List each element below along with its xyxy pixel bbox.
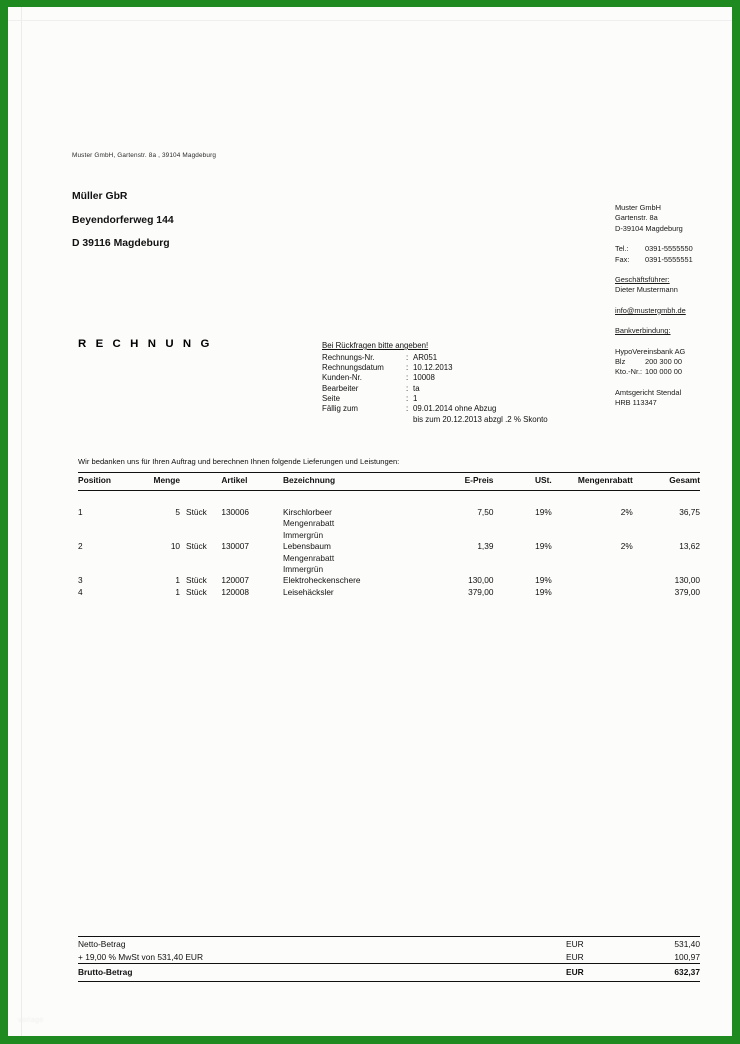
- sender-city: D-39104 Magdeburg: [615, 223, 683, 233]
- cell-description: [283, 575, 423, 586]
- line-items-table: [78, 472, 700, 598]
- gross-amount-label: Brutto-Betrag: [78, 964, 566, 982]
- meta-row-invoice-date: [322, 363, 548, 373]
- column-header-total: Gesamt: [633, 473, 700, 491]
- sender-telephone-value: 0391-5555550: [645, 244, 693, 254]
- meta-value: 09.01.2014 ohne Abzug: [413, 404, 497, 414]
- meta-row-agent: [322, 384, 548, 394]
- meta-value: 1: [413, 393, 418, 403]
- cell-article: 130006: [221, 507, 250, 517]
- totals-row-gross: [78, 964, 700, 982]
- meta-value: 10.12.2013: [413, 363, 453, 373]
- meta-due-discount-line: bis zum 20.12.2013 abzgl .2 % Skonto: [413, 414, 548, 424]
- sender-account: [615, 367, 693, 377]
- sender-address-group: [615, 203, 693, 234]
- page-title: R E C H N U N G: [78, 338, 213, 350]
- sender-account-value: 100 000 00: [645, 367, 682, 377]
- description-main: Elektroheckenschere: [282, 575, 361, 586]
- sender-account-label: Kto.-Nr.:: [615, 367, 643, 377]
- cell-description: [283, 587, 423, 598]
- cell-unit: Stück: [186, 507, 207, 517]
- cell-quantity: 1: [175, 575, 181, 586]
- cell-article: 130007: [221, 541, 250, 552]
- description-sub: Immergrün: [282, 529, 324, 540]
- cell-vat: 19%: [535, 507, 552, 517]
- cell-discount: [552, 575, 633, 586]
- description-main: Kirschlorbeer: [282, 507, 332, 517]
- cell-price: 379,00: [468, 586, 494, 597]
- totals-row-vat: [78, 950, 700, 964]
- sender-company: Muster GmbH: [615, 203, 661, 212]
- net-amount-value: 531,40: [674, 938, 700, 949]
- meta-label: Fällig zum: [322, 404, 358, 414]
- invoice-page: [8, 7, 732, 1036]
- meta-separator: :: [406, 373, 409, 383]
- return-address-line: Muster GmbH, Gartenstr. 8a , 39104 Magdeburg: [72, 152, 217, 159]
- totals-row-net: [78, 937, 700, 950]
- meta-row-due-date: [322, 404, 548, 414]
- cell-article: 120008: [221, 586, 250, 597]
- sender-management-group: [615, 275, 693, 296]
- recipient-address: [72, 185, 174, 256]
- cell-price: 7,50: [477, 507, 494, 517]
- cell-description: [283, 541, 423, 575]
- invoice-meta-rows: [322, 353, 548, 425]
- meta-row-customer-number: [322, 373, 548, 383]
- recipient-line-1: Müller GbR: [72, 191, 128, 202]
- meta-separator: :: [406, 404, 409, 414]
- meta-value: AR051: [413, 352, 438, 362]
- column-header-vat: USt.: [493, 473, 551, 491]
- column-header-position: Position: [78, 473, 132, 491]
- cell-quantity: 5: [175, 507, 181, 517]
- net-amount-currency: EUR: [566, 938, 584, 949]
- cell-article: 120007: [221, 575, 250, 586]
- paper-edge-top: [8, 20, 732, 21]
- gross-amount-currency: EUR: [566, 964, 626, 982]
- cell-unit: Stück: [186, 575, 207, 586]
- meta-separator: :: [406, 383, 409, 393]
- cell-position: 4: [78, 586, 83, 597]
- sender-telephone-label: Tel.:: [615, 244, 629, 254]
- sender-court-line-2: HRB 113347: [615, 398, 657, 408]
- column-header-discount: Mengenrabatt: [552, 473, 633, 491]
- description-sub: Mengenrabatt: [282, 518, 335, 529]
- meta-label: Kunden-Nr.: [322, 373, 362, 383]
- intro-text: Wir bedanken uns für Ihren Auftrag und berechnen Ihnen folgende Lieferungen und Leistungen:: [78, 457, 400, 466]
- totals-section: [78, 936, 700, 982]
- sender-management-name: Dieter Mustermann: [615, 285, 678, 295]
- sender-bank-name: HypoVereinsbank AG: [615, 346, 686, 356]
- sender-info-block: [615, 203, 693, 409]
- meta-label: Rechnungs-Nr.: [322, 352, 375, 362]
- column-header-unit: [180, 473, 221, 491]
- recipient-line-2: Beyendorferweg 144: [72, 214, 174, 226]
- cell-total: 36,75: [679, 507, 700, 517]
- sender-blz: [615, 357, 693, 367]
- cell-discount: 2%: [620, 507, 633, 517]
- invoice-meta-block: [322, 341, 548, 425]
- sender-telephone: [615, 244, 693, 254]
- cell-quantity: 1: [175, 586, 181, 597]
- description-sub: Immergrün: [282, 564, 324, 575]
- sender-blz-label: Blz: [615, 357, 626, 367]
- cell-position: 1: [78, 507, 83, 517]
- cell-vat: 19%: [535, 541, 552, 552]
- cell-vat: 19%: [535, 575, 552, 586]
- sender-bank-label-group: [615, 326, 693, 336]
- vat-amount-currency: EUR: [566, 951, 584, 962]
- column-header-quantity: Menge: [132, 473, 180, 491]
- meta-label: Bearbeiter: [322, 383, 359, 393]
- table-row: [78, 575, 700, 586]
- description-main: Leisehäcksler: [282, 586, 334, 597]
- recipient-line-3: D 39116 Magdeburg: [72, 238, 170, 249]
- gross-amount-value: 632,37: [626, 964, 700, 982]
- sender-email-group: [615, 306, 693, 316]
- cell-price: 130,00: [468, 575, 494, 586]
- cell-unit: Stück: [186, 586, 207, 597]
- meta-separator: :: [406, 363, 409, 373]
- cell-total: 130,00: [674, 575, 700, 586]
- net-amount-label: Netto-Betrag: [78, 938, 126, 949]
- column-header-description: Bezeichnung: [283, 473, 423, 491]
- cell-total: 379,00: [674, 586, 700, 597]
- meta-row-invoice-number: [322, 353, 548, 363]
- sender-contact-group: [615, 244, 693, 265]
- table-row: [78, 541, 700, 575]
- vat-amount-label: + 19,00 % MwSt von 531,40 EUR: [78, 951, 203, 962]
- sender-court-line-1: Amtsgericht Stendal: [615, 387, 682, 397]
- sender-court-group: [615, 388, 693, 409]
- cell-quantity: 10: [170, 541, 181, 552]
- paper-edge-left: [21, 7, 22, 1036]
- invoice-meta-heading: Bei Rückfragen bitte angeben!: [322, 341, 429, 350]
- cell-position: 3: [78, 575, 83, 586]
- cell-price: 1,39: [477, 541, 494, 552]
- sender-bank-label: Bankverbindung:: [615, 326, 671, 336]
- sender-street: Gartenstr. 8a: [615, 213, 658, 223]
- meta-separator: :: [406, 352, 409, 362]
- cell-total: 13,62: [679, 541, 700, 552]
- page-watermark: vorlage: [18, 1017, 44, 1024]
- meta-label: Seite: [322, 393, 340, 403]
- vat-amount-value: 100,97: [674, 951, 700, 962]
- description-main: Lebensbaum: [282, 541, 331, 552]
- sender-fax-label: Fax:: [615, 254, 630, 264]
- cell-vat: 19%: [535, 586, 552, 597]
- sender-fax-value: 0391-5555551: [645, 254, 693, 264]
- meta-row-page: [322, 394, 548, 404]
- cell-unit: Stück: [186, 541, 207, 552]
- meta-label: Rechnungsdatum: [322, 363, 384, 373]
- meta-separator: :: [406, 393, 409, 403]
- table-header-row: [78, 473, 700, 491]
- description-sub: Mengenrabatt: [282, 552, 335, 563]
- sender-bank-group: [615, 347, 693, 378]
- cell-description: [283, 491, 423, 542]
- sender-email[interactable]: info@mustergmbh.de: [615, 305, 686, 315]
- column-header-article: Artikel: [221, 473, 283, 491]
- cell-position: 2: [78, 541, 83, 552]
- sender-blz-value: 200 300 00: [645, 357, 682, 367]
- meta-value: ta: [413, 383, 420, 393]
- sender-fax: [615, 255, 693, 265]
- table-row: [78, 587, 700, 598]
- table-row: [78, 491, 700, 542]
- column-header-price: E-Preis: [423, 473, 493, 491]
- cell-discount: 2%: [620, 541, 633, 552]
- cell-discount: [552, 587, 633, 598]
- sender-management-label: Geschäftsführer:: [615, 275, 670, 285]
- meta-value: 10008: [413, 373, 435, 383]
